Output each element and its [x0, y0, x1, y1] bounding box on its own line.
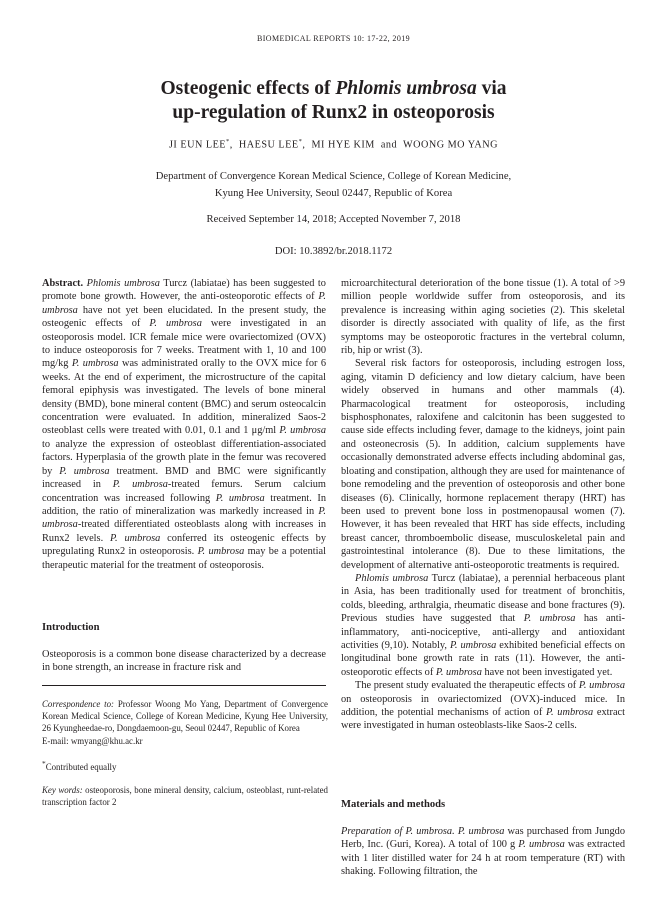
running-header: BIOMEDICAL REPORTS 10: 17-22, 2019 — [256, 34, 411, 43]
correspondence-note — [42, 698, 328, 735]
abstract-text-6: treatment. BMD and BMC were significantly increased in — [42, 465, 326, 491]
abstract-text-3: were investigated in an osteoporosis model. ICR female mice were ovariectomized (OVX) to induce osteoporosis for 7 weeks. Treatment with 1, 10 and 100 mg/kg — [42, 318, 327, 370]
abstract-species-6: P. umbrosa — [59, 465, 110, 477]
author-1: JI EUN LEE — [168, 139, 227, 151]
abstract-text-10: conferred its osteogenic effects by upregulating Runx2 in osteoporosis. — [42, 532, 326, 558]
abstract-text-1: Turcz (labiatae) has been suggested to promote bone growth. However, the anti-osteoporotic effects of — [42, 278, 326, 303]
footnotes — [42, 698, 328, 808]
abstract-text-9: -treated differentiated osteoblasts along with increases in Runx2 levels. — [42, 519, 326, 544]
body-text-3c: exhibited beneficial effects on longitudinal bone growth rate in rats (11). However, the anti-osteoporotic effects of — [341, 639, 625, 678]
affiliation — [60, 168, 607, 202]
equal-contribution-note — [42, 758, 328, 773]
body-text-4a: The present study evaluated the therapeutic effects of — [355, 680, 579, 692]
affiliation-line2: Kyung Hee University, Seoul 02447, Republic of Korea — [214, 188, 453, 199]
author-4: WOONG MO YANG — [403, 139, 499, 151]
methods-subheading: Preparation of P. umbrosa. — [341, 826, 455, 837]
abstract-text-7: -treated femurs. Serum calcium concentration was increased following — [42, 479, 326, 504]
article-title — [40, 77, 627, 125]
abstract-species-1: Phlomis umbrosa — [86, 278, 160, 289]
methods-body — [341, 825, 625, 879]
title-line1-pre: Osteogenic effects of — [160, 78, 336, 99]
abstract-text-5: to analyze the expression of osteoblast differentiation-associated factors. Hyperplasia of the growth plate in the femur was recovered by — [42, 438, 326, 477]
author-2: HAESU LEE — [238, 139, 299, 151]
body-species-3: P. umbrosa — [449, 639, 497, 651]
abstract-text-2: have not yet been elucidated. In the present study, the osteogenic effects of — [42, 304, 326, 330]
author-3: MI HYE KIM — [311, 139, 375, 151]
footnote-divider — [42, 685, 326, 686]
body-text-4c: extract were investigated in human osteoblasts-like Saos-2 cells. — [341, 707, 625, 732]
abstract-text-8: treatment. In addition, the ratio of mineralization was markedly increased in — [42, 492, 326, 517]
methods-text-2: was extracted with 1 liter distilled water for 24 h at room temperature (RT) with shaking. Following filtration, the — [341, 839, 625, 878]
body-species-2: P. umbrosa — [523, 613, 576, 625]
introduction-heading: Introduction — [42, 622, 100, 633]
body-text-3b: has anti-inflammatory, anti-nociceptive, anti-allergy and antioxidant activities (9,10). Notably, — [341, 613, 625, 651]
author-2-mark: * — [298, 138, 303, 145]
equal-contribution-text: Contributed equally — [45, 761, 117, 772]
author-list: JI EUN LEE*, HAESU LEE*, MI HYE KIM and WOONG MO YANG — [168, 138, 499, 151]
methods-species-1: P. umbrosa — [457, 826, 505, 837]
abstract-species-11: P. umbrosa — [197, 546, 245, 558]
abstract-species-8: P. umbrosa — [215, 492, 265, 504]
received-dates: Received September 14, 2018; Accepted November 7, 2018 — [206, 214, 461, 225]
body-paragraph-4 — [341, 679, 625, 733]
body-species-6: P. umbrosa — [546, 707, 594, 718]
methods-species-2: P. umbrosa — [518, 839, 565, 851]
abstract-species-4: P. umbrosa — [71, 358, 119, 370]
methods-text-1: was purchased from Jungdo Herb, Inc. (Guri, Korea). A total of 100 g — [341, 826, 625, 851]
author-1-mark: * — [226, 138, 230, 145]
abstract-species-10: P. umbrosa — [110, 532, 161, 544]
keywords-note — [42, 784, 328, 808]
methods-heading: Materials and methods — [341, 799, 446, 810]
body-paragraph-2: Several risk factors for osteoporosis, including estrogen loss, aging, vitamin D deficiency and low dietary calcium, have been widely observed in humans and other mammals (4). Pharmacological treatment for osteoporosis, including bisphosphonates, raloxifene and calcitonin has been suggested to cause side effects including fever, damage to the kidneys, joint pain and osteonecrosis (5). In addition, calcium supplements have occasionally demonstrated adverse effects including abdominal gas, bloating and constipation, although they are used for maintenance of bone remodeling and the prevention of osteoporosis and other bone diseases (6). Clinically, hormone replacement therapy (HRT) has been used to prevent bone loss in postmenopausal women (7). However, it has been revealed that HRT has side effects, including breast cancer, thromboembolic disease, musculoskeletal pain and gastrointestinal intolerance (8). Due to these limitations, the development of alternative anti-osteoporotic treatments is required. — [341, 358, 625, 571]
body-species-4: P. umbrosa — [435, 666, 482, 678]
correspondence-email: E-mail: wmyang@khu.ac.kr — [42, 735, 143, 746]
abstract-species-3: P. umbrosa — [149, 318, 202, 330]
introduction-body — [42, 648, 326, 675]
equal-contribution-mark: * — [42, 758, 46, 768]
abstract — [42, 277, 326, 572]
body-text-3d: have not been investigated yet. — [481, 666, 613, 678]
title-species: Phlomis umbrosa — [335, 78, 477, 99]
abstract-text-4: was administrated orally to the OVX mice for 6 weeks. At the end of experiment, the microstructure of the capital femoral epiphysis was investigated. The levels of bone mineral density (BMD), bone mineral content (BMC) and serum osteocalcin concentration were evaluated. In addition, mineralized Saos-2 osteoblast cells were treated with 0.01, 0.1 and 1 μg/ml — [42, 358, 326, 437]
abstract-label: Abstract. — [42, 278, 84, 289]
body-paragraph-1: microarchitectural deterioration of the bone tissue (1). A total of >9 million people worldwide suffer from osteoporosis, and its prevalence is increasing within aging societies (2). This skeletal disorder is directly associated with quality of life, as the first symptoms may be osteoporotic fractures in the vertebral column, rib, hip or wrist (3). — [341, 278, 625, 357]
body-text-4b: on osteoporosis in ovariectomized (OVX)-induced mice. In addition, the potential mechanisms of action of — [341, 693, 625, 718]
methods-paragraph — [341, 825, 625, 879]
title-line1-post: via — [476, 78, 507, 99]
correspondence-label: Correspondence to: — [42, 699, 115, 709]
abstract-text-11: may be a potential therapeutic material for the treatment of osteoporosis. — [42, 546, 326, 571]
keywords-label: Key words: — [42, 784, 83, 795]
body-text-3a: Turcz (labiatae), a perennial herbaceous plant in Asia, has been traditionally used for treatment of bronchitis, colds, bleeding, arthralgia, rheumatic disease and bone fractures (9). Previous studies have suggested that — [341, 572, 625, 625]
author-and: and — [380, 139, 398, 151]
abstract-species-2: P. umbrosa — [42, 291, 326, 316]
correspondence-text: Professor Woong Mo Yang, Department of Convergence Korean Medical Science, College of Korean Medicine, Kyung Hee University, 26 Kyungheedae-ro, Dongdaemoon-gu, Seoul 02447, Republic of Korea — [42, 699, 328, 734]
abstract-species-7: P. umbrosa — [112, 479, 168, 491]
keywords-text: osteoporosis, bone mineral density, calcium, osteoblast, runt-related transcription factor 2 — [42, 784, 328, 808]
abstract-paragraph — [42, 277, 326, 572]
body-species-1: Phlomis umbrosa — [355, 572, 429, 584]
abstract-species-5: P. umbrosa — [279, 425, 327, 437]
title-line2: up-regulation of Runx2 in osteoporosis — [172, 102, 495, 123]
introduction-paragraph: Osteoporosis is a common bone disease characterized by a decrease in bone strength, an increase in fracture risk and — [42, 649, 326, 674]
body-right-column — [341, 277, 625, 733]
body-paragraph-3 — [341, 572, 625, 679]
body-species-5: P. umbrosa — [578, 680, 625, 692]
doi: DOI: 10.3892/br.2018.1172 — [274, 246, 393, 257]
abstract-species-9: P. umbrosa — [42, 505, 326, 531]
affiliation-line1: Department of Convergence Korean Medical Science, College of Korean Medicine, — [155, 171, 512, 182]
